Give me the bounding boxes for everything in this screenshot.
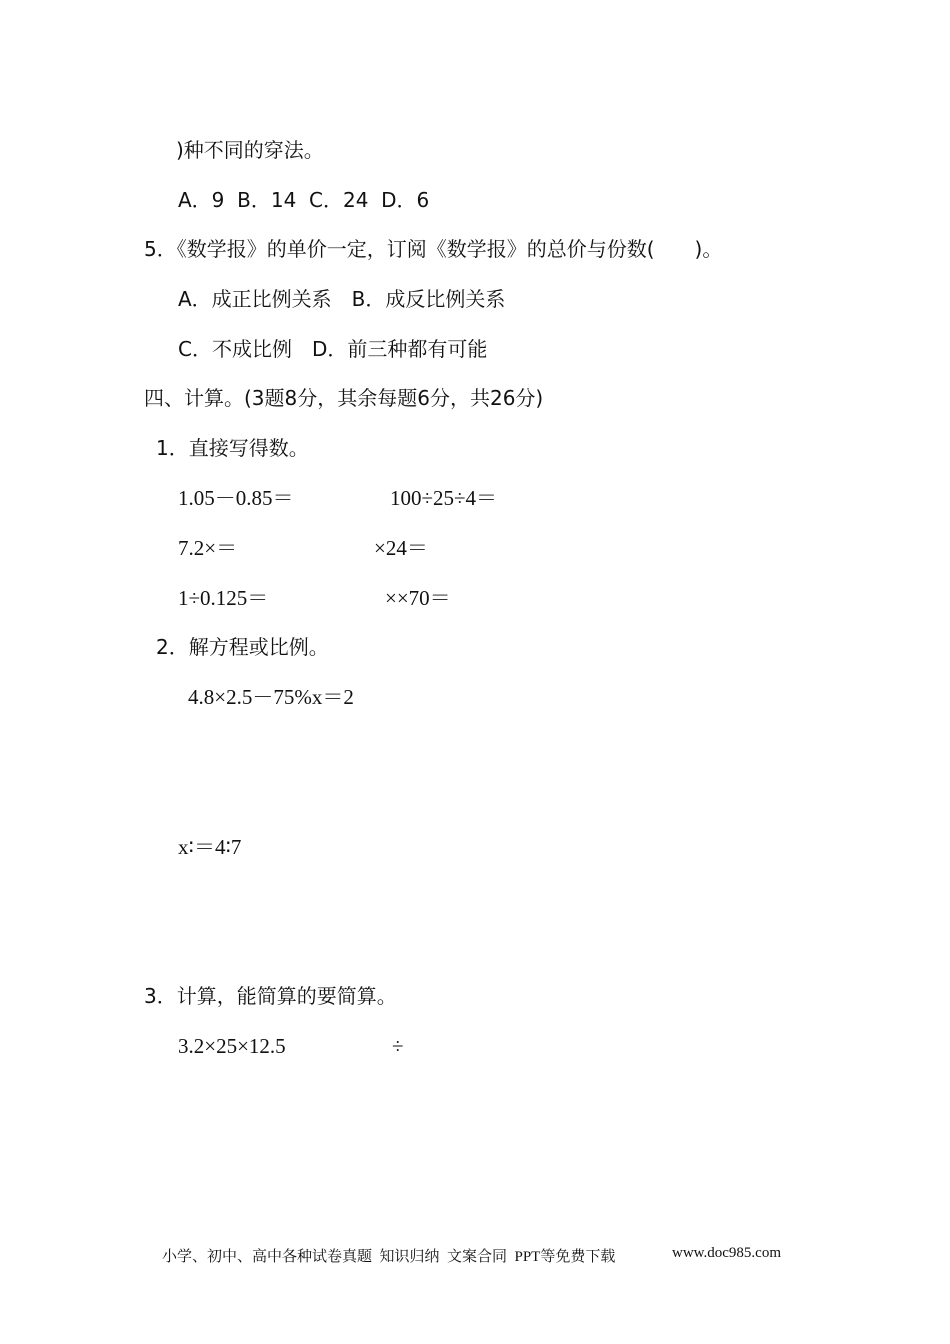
p1-item: 1.05－0.85＝ [178,486,294,510]
p1-item: ×24＝ [374,536,428,560]
q5-stem: 5．《数学报》的单价一定，订阅《数学报》的总价与份数( )。 [144,237,723,261]
section4-heading: 四、计算。(3题8分，其余每题6分，共26分) [144,386,544,410]
p2-proportion: x∶＝4∶7 [178,835,242,859]
p3-expression: ÷ [392,1034,404,1058]
p3-title: 3．计算，能简算的要简算。 [144,984,397,1008]
p1-item: ××70＝ [385,586,451,610]
q4-stem-tail: )种不同的穿法。 [176,138,324,162]
p2-title: 2．解方程或比例。 [156,635,329,659]
footer-text: 小学、初中、高中各种试卷真题 知识归纳 文案合同 PPT等免费下载 [162,1249,616,1265]
q5-options-row1: A．成正比例关系 B．成反比例关系 [178,287,506,311]
p1-item: 7.2×＝ [178,536,238,560]
p1-item: 1÷0.125＝ [178,586,269,610]
footer-url[interactable]: www.doc985.com [672,1245,782,1261]
q5-options-row2: C．不成比例 D．前三种都有可能 [178,337,488,361]
p2-equation: 4.8×2.5－75%x＝2 [188,685,354,709]
p1-title: 1．直接写得数。 [156,436,309,460]
q4-options: A．9 B．14 C．24 D．6 [178,188,430,212]
p3-expression: 3.2×25×12.5 [178,1034,286,1058]
p1-item: 100÷25÷4＝ [390,486,498,510]
